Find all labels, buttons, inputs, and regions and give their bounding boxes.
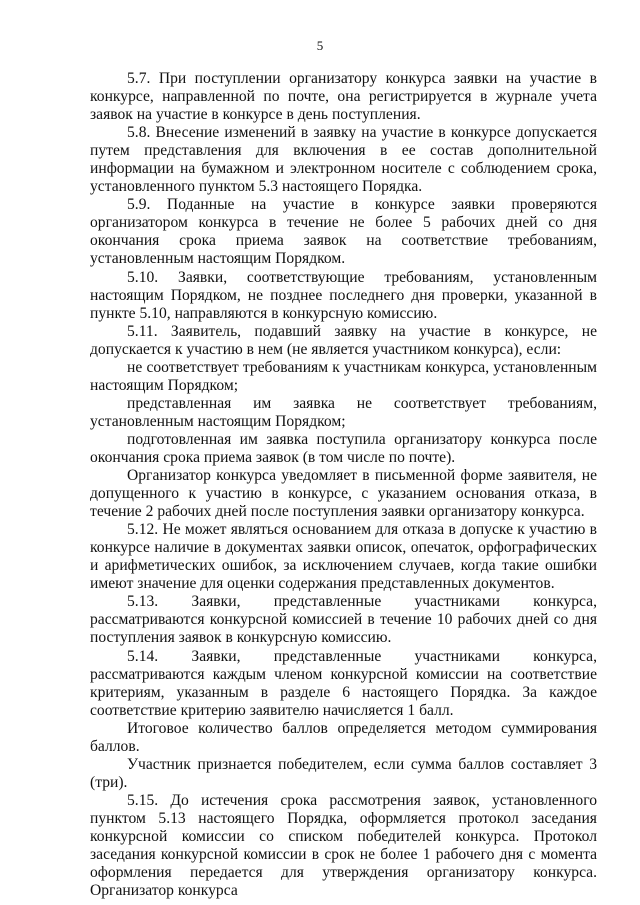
paragraph-total-score: Итоговое количество баллов определяется методом суммирования баллов. — [90, 719, 597, 755]
paragraph-5-12: 5.12. Не может являться основанием для отказа в допуске к участию в конкурсе наличие в документах заявки описок, опечаток, орфографических и арифметических ошибок, за исключением случаев, когда такие ошибки имеют значение для оценки содержания представленных документов. — [90, 521, 597, 593]
paragraph-5-14: 5.14. Заявки, представленные участниками конкурса, рассматриваются каждым членом конкурсной комиссии на соответствие критериям, указанным в разделе 6 настоящего Порядка. За каждое соответствие критерию заявителю начисляется 1 балл. — [90, 647, 597, 719]
paragraph-5-8: 5.8. Внесение изменений в заявку на участие в конкурсе допускается путем представления для включения в ее состав дополнительной информации на бумажном и электронном носителе с соблюдением срока, установленного пунктом 5.3 настоящего Порядка. — [90, 124, 597, 196]
page-number: 5 — [316, 38, 324, 53]
paragraph-5-9: 5.9. Поданные на участие в конкурсе заявки проверяются организатором конкурса в течение не более 5 рабочих дней со дня окончания срока приема заявок на соответствие требованиям, установленным настоящим Порядком. — [90, 196, 597, 268]
paragraph-notification: Организатор конкурса уведомляет в письменной форме заявителя, не допущенного к участию в конкурсе, с указанием основания отказа, в течение 2 рабочих дней после поступления заявки организатору конкурса. — [90, 467, 597, 521]
paragraph-5-13: 5.13. Заявки, представленные участниками конкурса, рассматриваются конкурсной комиссией в течение 10 рабочих дней со дня поступления заявок в конкурсную комиссию. — [90, 593, 597, 647]
paragraph-5-11-item-1: не соответствует требованиям к участникам конкурса, установленным настоящим Порядком; — [90, 358, 597, 394]
paragraph-5-11-item-2: представленная им заявка не соответствует требованиям, установленным настоящим Порядком; — [90, 394, 597, 430]
paragraph-5-15: 5.15. До истечения срока рассмотрения заявок, установленного пунктом 5.13 настоящего Порядка, оформляется протокол заседания конкурсной комиссии со списком победителей конкурса. Протокол заседания конкурсной комиссии в срок не более 1 рабочего дня с момента оформления передается для утверждения организатору конкурса. Организатор конкурса — [90, 791, 597, 900]
paragraph-5-11: 5.11. Заявитель, подавший заявку на участие в конкурсе, не допускается к участию в нем (не является участником конкурса), если: — [90, 322, 597, 358]
body-text — [90, 70, 597, 900]
paragraph-5-7: 5.7. При поступлении организатору конкурса заявки на участие в конкурсе, направленной по почте, она регистрируется в журнале учета заявок на участие в конкурсе в день поступления. — [90, 70, 597, 124]
paragraph-winner: Участник признается победителем, если сумма баллов составляет 3 (три). — [90, 755, 597, 791]
paragraph-5-11-item-3: подготовленная им заявка поступила организатору конкурса после окончания срока приема заявок (в том числе по почте). — [90, 430, 597, 466]
paragraph-5-10: 5.10. Заявки, соответствующие требованиям, установленным настоящим Порядком, не позднее последнего дня проверки, указанной в пункте 5.10, направляются в конкурсную комиссию. — [90, 268, 597, 322]
